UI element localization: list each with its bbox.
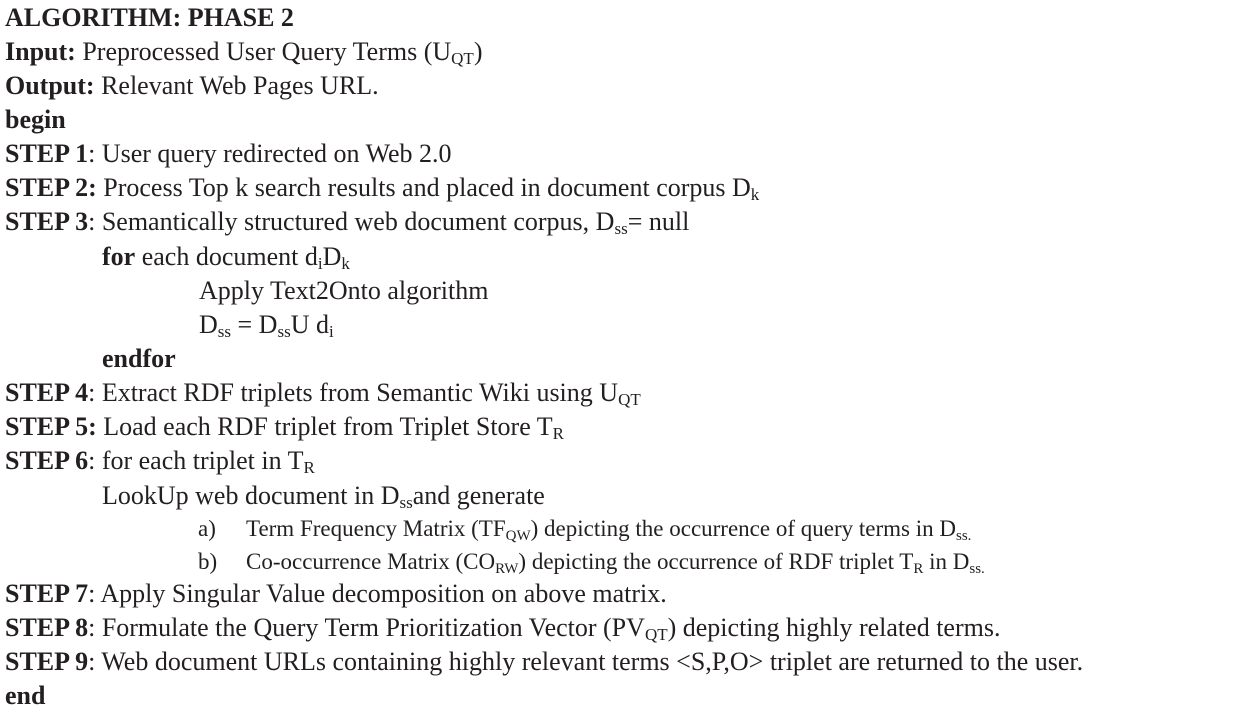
step-6-text: : for each triplet in T bbox=[88, 446, 304, 475]
begin-keyword: begin bbox=[5, 105, 66, 134]
step-4-label: STEP 4 bbox=[5, 378, 89, 407]
output-text: Relevant Web Pages URL. bbox=[94, 71, 379, 100]
step-9-label: STEP 9 bbox=[5, 647, 89, 676]
item-a-text: Term Frequency Matrix (TF bbox=[246, 516, 506, 541]
input-tail: ) bbox=[473, 37, 483, 66]
step-7 bbox=[5, 577, 667, 611]
apply-line: Apply Text2Onto algorithm bbox=[199, 276, 489, 305]
for-mid: D bbox=[322, 242, 342, 271]
step-2-text: Process Top k search results and placed in document corpus D bbox=[96, 173, 751, 202]
step-3-sub: ss bbox=[614, 219, 628, 238]
endfor-keyword: endfor bbox=[102, 344, 176, 373]
lookup-sub: ss bbox=[399, 493, 413, 512]
step-2-sub: k bbox=[750, 185, 760, 204]
step-7-label: STEP 7 bbox=[5, 579, 89, 608]
step-8-label: STEP 8 bbox=[5, 613, 89, 642]
list-item-b bbox=[198, 545, 985, 579]
algorithm-title: ALGORITHM: PHASE 2 bbox=[5, 3, 294, 32]
item-b-sub-1: RW bbox=[495, 561, 519, 577]
output-label: Output: bbox=[5, 71, 95, 100]
step-4 bbox=[5, 376, 641, 410]
step-1 bbox=[5, 137, 452, 171]
item-b-mid-2: in D bbox=[923, 549, 970, 574]
item-a-sub-2: ss. bbox=[955, 528, 972, 544]
lookup-text: LookUp web document in D bbox=[102, 481, 400, 510]
dss-sub-1: ss bbox=[217, 322, 232, 341]
step-8-text: : Formulate the Query Term Prioritization Vector (PV bbox=[88, 613, 645, 642]
list-item-a bbox=[198, 512, 971, 546]
step-6-sub: R bbox=[303, 458, 315, 477]
step-3-text: : Semantically structured web document corpus, D bbox=[88, 207, 615, 236]
item-b-marker: b) bbox=[198, 549, 218, 574]
step-3-tail: = null bbox=[627, 207, 690, 236]
dss-a: D bbox=[199, 310, 218, 339]
step-4-text: : Extract RDF triplets from Semantic Wiki using U bbox=[88, 378, 619, 407]
step-1-text: : User query redirected on Web 2.0 bbox=[88, 139, 452, 168]
dss-line bbox=[199, 308, 334, 342]
for-sub-1: i bbox=[317, 254, 323, 273]
step-3-label: STEP 3 bbox=[5, 207, 89, 236]
item-b-mid: ) depicting the occurrence of RDF triplet T bbox=[518, 549, 914, 574]
step-2-label: STEP 2: bbox=[5, 173, 97, 202]
dss-c: U d bbox=[290, 310, 329, 339]
dss-b: = D bbox=[231, 310, 278, 339]
step-6-label: STEP 6 bbox=[5, 446, 89, 475]
lookup-line bbox=[102, 479, 545, 513]
item-b-text: Co-occurrence Matrix (CO bbox=[246, 549, 496, 574]
lookup-tail: and generate bbox=[412, 481, 545, 510]
step-8-tail: ) depicting highly related terms. bbox=[667, 613, 1001, 642]
step-9 bbox=[5, 645, 1083, 679]
for-keyword: for bbox=[102, 242, 136, 271]
item-b-sub-2: R bbox=[913, 561, 924, 577]
for-text: each document d bbox=[135, 242, 318, 271]
for-line bbox=[102, 240, 350, 274]
input-text: Preprocessed User Query Terms (U bbox=[75, 37, 452, 66]
input-line bbox=[5, 35, 482, 69]
step-1-label: STEP 1 bbox=[5, 139, 89, 168]
step-5 bbox=[5, 410, 564, 444]
step-5-label: STEP 5: bbox=[5, 412, 97, 441]
step-5-text: Load each RDF triplet from Triplet Store T bbox=[96, 412, 553, 441]
step-8 bbox=[5, 611, 1000, 645]
dss-sub-3: i bbox=[328, 322, 334, 341]
item-a-marker: a) bbox=[198, 516, 216, 541]
output-line bbox=[5, 69, 379, 103]
item-a-sub-1: QW bbox=[505, 528, 531, 544]
input-sub: QT bbox=[451, 49, 474, 68]
item-a-mid: ) depicting the occurrence of query terms in D bbox=[530, 516, 956, 541]
step-8-sub: QT bbox=[644, 625, 668, 644]
step-5-sub: R bbox=[552, 424, 565, 443]
step-7-text: : Apply Singular Value decomposition on above matrix. bbox=[88, 579, 667, 608]
step-9-text: : Web document URLs containing highly relevant terms <S,P,O> triplet are returned to the user. bbox=[88, 647, 1084, 676]
for-sub-2: k bbox=[341, 254, 350, 273]
dss-sub-2: ss bbox=[277, 322, 291, 341]
step-4-sub: QT bbox=[618, 390, 641, 409]
item-b-sub-3: ss. bbox=[969, 561, 985, 577]
step-2 bbox=[5, 171, 759, 205]
end-keyword: end bbox=[5, 681, 46, 710]
input-label: Input: bbox=[5, 37, 76, 66]
step-6 bbox=[5, 444, 315, 478]
step-3 bbox=[5, 205, 689, 239]
